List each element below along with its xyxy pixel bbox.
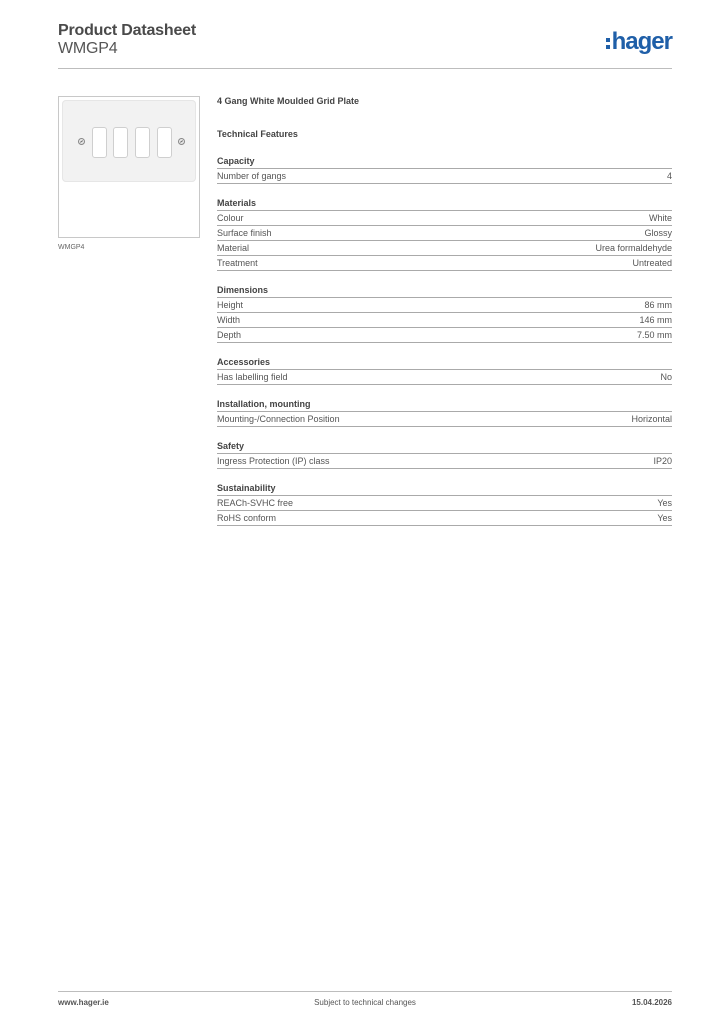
image-caption: WMGP4 bbox=[58, 244, 85, 251]
spec-label: Number of gangs bbox=[217, 171, 287, 181]
footer-divider bbox=[58, 991, 672, 992]
features-heading: Technical Features bbox=[217, 129, 298, 139]
spec-label: Colour bbox=[217, 213, 244, 223]
spec-section bbox=[217, 399, 672, 427]
spec-label: Height bbox=[217, 300, 244, 310]
spec-row bbox=[217, 314, 672, 328]
spec-label: Ingress Protection (IP) class bbox=[217, 456, 330, 466]
section-title: Installation, mounting bbox=[217, 399, 672, 412]
hager-logo bbox=[606, 30, 672, 54]
spec-row bbox=[217, 413, 672, 427]
spec-row bbox=[217, 227, 672, 241]
spec-value: Glossy bbox=[644, 228, 672, 238]
spec-value: Yes bbox=[657, 498, 672, 508]
spec-row bbox=[217, 512, 672, 526]
product-code: WMGP4 bbox=[58, 40, 118, 57]
spec-value: 4 bbox=[666, 171, 672, 181]
spec-label: Treatment bbox=[217, 258, 258, 268]
spec-row bbox=[217, 242, 672, 256]
spec-row bbox=[217, 329, 672, 343]
gang-rocker bbox=[157, 127, 172, 158]
gang-rocker bbox=[113, 127, 128, 158]
screw-icon bbox=[178, 138, 185, 145]
spec-section bbox=[217, 483, 672, 526]
spec-label: Has labelling field bbox=[217, 372, 288, 382]
section-title: Dimensions bbox=[217, 285, 672, 298]
spec-value: 7.50 mm bbox=[636, 330, 672, 340]
spec-content bbox=[217, 96, 672, 526]
page-header bbox=[58, 22, 672, 68]
spec-label: Width bbox=[217, 315, 241, 325]
spec-section bbox=[217, 357, 672, 385]
footer-notice: Subject to technical changes bbox=[314, 998, 416, 1007]
product-image bbox=[58, 96, 200, 238]
spec-value: White bbox=[648, 213, 672, 223]
spec-value: 86 mm bbox=[644, 300, 672, 310]
spec-row bbox=[217, 497, 672, 511]
section-title: Safety bbox=[217, 441, 672, 454]
spec-value: Horizontal bbox=[631, 414, 672, 424]
gang-rocker bbox=[92, 127, 107, 158]
spec-value: 146 mm bbox=[639, 315, 672, 325]
spec-sections bbox=[217, 156, 672, 526]
footer-date: 15.04.2026 bbox=[631, 998, 672, 1007]
section-title: Capacity bbox=[217, 156, 672, 169]
spec-row bbox=[217, 212, 672, 226]
header-divider bbox=[58, 68, 672, 69]
spec-value: Urea formaldehyde bbox=[595, 243, 672, 253]
spec-row bbox=[217, 257, 672, 271]
logo-colon-icon bbox=[606, 38, 610, 49]
section-title: Accessories bbox=[217, 357, 672, 370]
spec-value: Yes bbox=[657, 513, 672, 523]
page-footer bbox=[58, 998, 672, 1010]
spec-value: Untreated bbox=[632, 258, 672, 268]
screw-icon bbox=[78, 138, 85, 145]
grid-plate-illustration bbox=[62, 100, 196, 182]
spec-section bbox=[217, 156, 672, 184]
spec-row bbox=[217, 455, 672, 469]
spec-value: No bbox=[660, 372, 672, 382]
spec-label: Mounting-/Connection Position bbox=[217, 414, 340, 424]
spec-label: Material bbox=[217, 243, 250, 253]
document-title: Product Datasheet bbox=[58, 22, 196, 39]
spec-label: Depth bbox=[217, 330, 242, 340]
spec-label: RoHS conform bbox=[217, 513, 277, 523]
spec-row bbox=[217, 170, 672, 184]
section-title: Sustainability bbox=[217, 483, 672, 496]
spec-section bbox=[217, 198, 672, 271]
footer-website: www.hager.ie bbox=[58, 998, 109, 1007]
section-title: Materials bbox=[217, 198, 672, 211]
spec-section bbox=[217, 285, 672, 343]
spec-value: IP20 bbox=[653, 456, 672, 466]
spec-label: REACh-SVHC free bbox=[217, 498, 294, 508]
spec-row bbox=[217, 371, 672, 385]
spec-label: Surface finish bbox=[217, 228, 272, 238]
gang-rocker bbox=[135, 127, 150, 158]
spec-row bbox=[217, 299, 672, 313]
spec-section bbox=[217, 441, 672, 469]
logo-text: hager bbox=[611, 28, 672, 55]
product-name: 4 Gang White Moulded Grid Plate bbox=[217, 96, 360, 106]
